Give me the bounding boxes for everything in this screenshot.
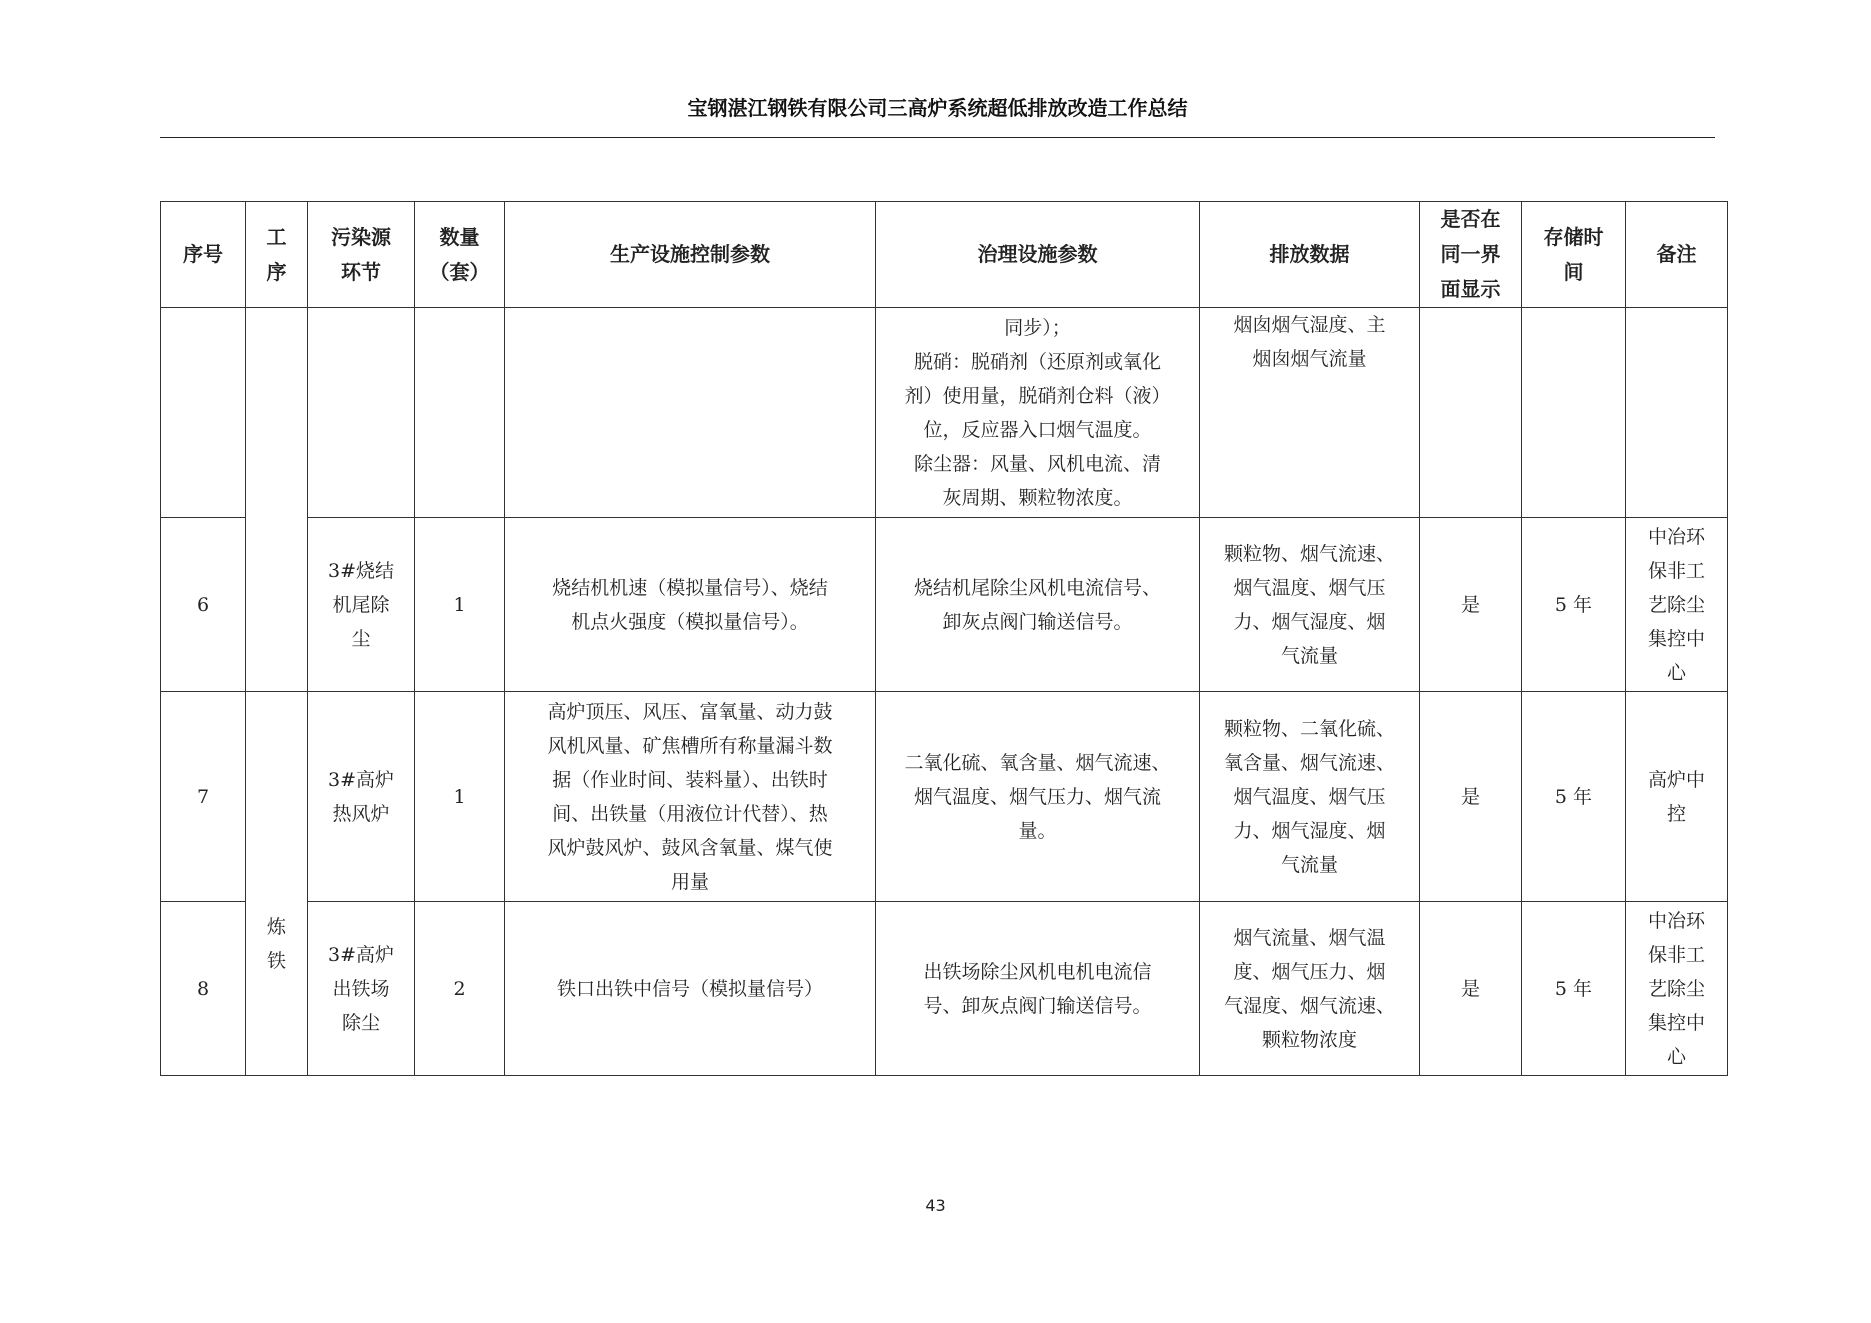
cell-emission-data: 颗粒物、烟气流速、 烟气温度、烟气压 力、烟气湿度、烟 气流量: [1200, 518, 1420, 692]
cell-no: 8: [161, 902, 246, 1076]
page-number: 43: [925, 1196, 946, 1215]
table-row: [161, 518, 1728, 692]
cell-production-params: 铁口出铁中信号（模拟量信号）: [505, 902, 876, 1076]
cell-emission-data: 颗粒物、二氧化硫、 氧含量、烟气流速、 烟气温度、烟气压 力、烟气湿度、烟 气流量: [1200, 692, 1420, 902]
table-row: [161, 902, 1728, 1076]
column-header: 是否在 同一界 面显示: [1420, 202, 1522, 308]
column-header: 存储时 间: [1522, 202, 1626, 308]
cell-remark: 中冶环 保非工 艺除尘 集控中 心: [1626, 518, 1728, 692]
cell-remark: [1626, 308, 1728, 518]
cell-source: 3#烧结 机尾除 尘: [308, 518, 415, 692]
cell-remark: 高炉中 控: [1626, 692, 1728, 902]
column-header: 生产设施控制参数: [505, 202, 876, 308]
cell-source: 3#高炉 出铁场 除尘: [308, 902, 415, 1076]
column-header: 数量 （套）: [415, 202, 505, 308]
cell-storage: 5 年: [1522, 518, 1626, 692]
document-header-title: 宝钢湛江钢铁有限公司三高炉系统超低排放改造工作总结: [687, 96, 1188, 120]
cell-storage: 5 年: [1522, 902, 1626, 1076]
column-header: 污染源 环节: [308, 202, 415, 308]
cell-storage: 5 年: [1522, 692, 1626, 902]
cell-source: 3#高炉 热风炉: [308, 692, 415, 902]
cell-process-empty: [246, 308, 308, 692]
cell-process: 炼 铁: [246, 692, 308, 1076]
column-header: 工 序: [246, 202, 308, 308]
cell-production-params: 烧结机机速（模拟量信号）、烧结 机点火强度（模拟量信号）。: [505, 518, 876, 692]
table-row: [161, 692, 1728, 902]
column-header: 序号: [161, 202, 246, 308]
cell-no: [161, 308, 246, 518]
header-divider: [160, 137, 1715, 138]
cell-emission-data: 烟气流量、烟气温 度、烟气压力、烟 气湿度、烟气流速、 颗粒物浓度: [1200, 902, 1420, 1076]
column-header: 备注: [1626, 202, 1728, 308]
cell-source: [308, 308, 415, 518]
cell-treatment-params: 出铁场除尘风机电机电流信 号、卸灰点阀门输送信号。: [876, 902, 1200, 1076]
table-row-continued: [161, 308, 1728, 518]
cell-qty: 2: [415, 902, 505, 1076]
cell-treatment-params: 二氧化硫、氧含量、烟气流速、 烟气温度、烟气压力、烟气流 量。: [876, 692, 1200, 902]
cell-storage: [1522, 308, 1626, 518]
cell-no: 7: [161, 692, 246, 902]
emission-monitoring-table: [160, 201, 1728, 1076]
cell-same-interface: 是: [1420, 518, 1522, 692]
table-header-row: [161, 202, 1728, 308]
cell-emission-data: 烟囱烟气湿度、主 烟囱烟气流量: [1200, 308, 1420, 518]
cell-treatment-params: 同步）； 脱硝：脱硝剂（还原剂或氧化 剂）使用量，脱硝剂仓料（液） 位，反应器入口烟气温度。 除尘器：风量、风机电流、清 灰周期、颗粒物浓度。: [876, 308, 1200, 518]
cell-treatment-params: 烧结机尾除尘风机电流信号、 卸灰点阀门输送信号。: [876, 518, 1200, 692]
cell-same-interface: 是: [1420, 902, 1522, 1076]
cell-production-params: 高炉顶压、风压、富氧量、动力鼓 风机风量、矿焦槽所有称量漏斗数 据（作业时间、装料量）、出铁时 间、出铁量（用液位计代替）、热 风炉鼓风炉、鼓风含氧量、煤气使 用量: [505, 692, 876, 902]
cell-no: 6: [161, 518, 246, 692]
cell-production-params: [505, 308, 876, 518]
cell-same-interface: [1420, 308, 1522, 518]
cell-qty: [415, 308, 505, 518]
cell-qty: 1: [415, 692, 505, 902]
cell-qty: 1: [415, 518, 505, 692]
column-header: 治理设施参数: [876, 202, 1200, 308]
column-header: 排放数据: [1200, 202, 1420, 308]
cell-remark: 中冶环 保非工 艺除尘 集控中 心: [1626, 902, 1728, 1076]
cell-same-interface: 是: [1420, 692, 1522, 902]
